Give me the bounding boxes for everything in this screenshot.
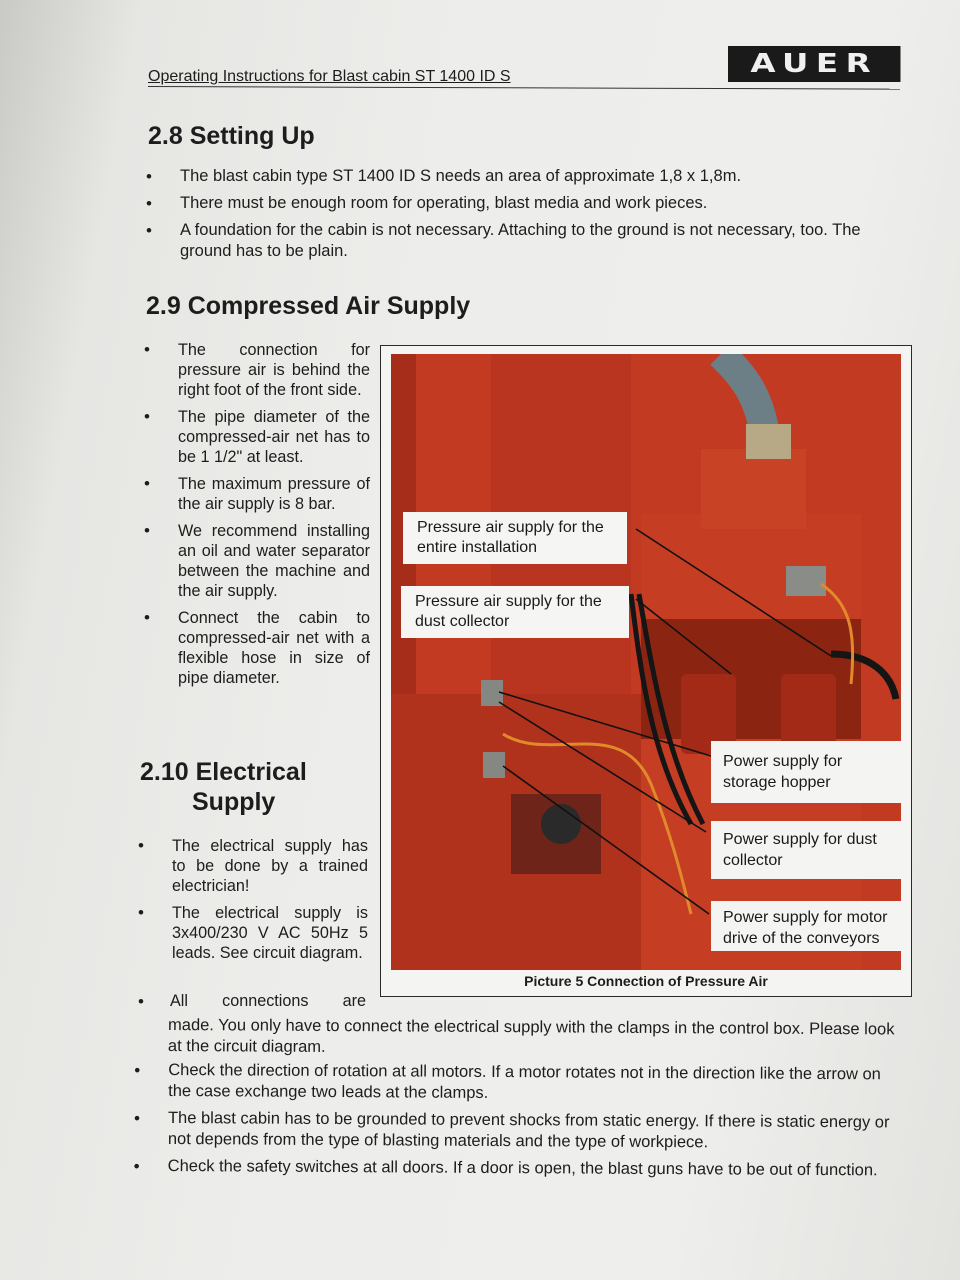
bullet-all-start: All connections are <box>170 992 366 1010</box>
list-item: • We recommend installing an oil and water separator between the machine and the air supply. <box>144 521 370 600</box>
list-item-text: There must be enough room for operating, blast media and work pieces. <box>180 194 708 212</box>
figure-caption: Picture 5 Connection of Pressure Air <box>524 973 768 989</box>
document-title: Operating Instructions for Blast cabin ST 1400 ID S <box>148 68 511 85</box>
setting-up-list <box>146 166 900 262</box>
list-item: • The electrical supply has to be done by a trained electrician! <box>138 836 368 895</box>
list-item-text: Check the safety switches at all doors. If a door is open, the blast guns have to be out of function. <box>167 1156 878 1180</box>
heading-electrical-1: 2.10 Electrical <box>140 758 307 786</box>
list-item: • The pipe diameter of the compressed-air net has to be 1 1/2" at least. <box>144 407 370 466</box>
list-item: • Check the safety switches at all doors. If a door is open, the blast guns have to be out of function. <box>133 1156 878 1180</box>
list-item: • Check the direction of rotation at all motors. If a motor rotates not in the direction like the arrow on the case exchange two leads at the clamps. <box>134 1060 881 1102</box>
list-item: • The electrical supply is 3x400/230 V AC 50Hz 5 leads. See circuit diagram. <box>138 903 368 962</box>
list-item-text: The connection for pressure air is behind the right foot of the front side. <box>178 341 370 399</box>
heading-compressed-air: 2.9 Compressed Air Supply <box>146 292 471 320</box>
compressed-air-list <box>144 340 370 688</box>
list-item-text: Check the direction of rotation at all motors. If a motor rotates not in the direction like the arrow on the case exchange two leads at the clamps. <box>168 1061 881 1102</box>
list-item: • A foundation for the cabin is not necessary. Attaching to the ground is not necessary, too. The ground has to be plain. <box>146 221 861 260</box>
list-item-text: The electrical supply has to be done by a trained electrician! <box>172 837 368 895</box>
list-item-text: We recommend installing an oil and water separator between the machine and the air supply. <box>178 522 370 600</box>
label-pressure-entire: Pressure air supply for the entire installation <box>403 512 627 564</box>
heading-setting-up: 2.8 Setting Up <box>148 122 315 150</box>
electrical-list-full <box>133 1060 901 1181</box>
auer-logo: AUER <box>728 46 901 82</box>
list-item: • The blast cabin type ST 1400 ID S needs an area of approximate 1,8 x 1,8m. <box>146 167 742 186</box>
list-item: • Connect the cabin to compressed-air net with a flexible hose in size of pipe diameter. <box>144 608 370 687</box>
list-item: • The maximum pressure of the air supply is 8 bar. <box>144 474 370 513</box>
bullet-dot: • <box>138 992 144 1011</box>
label-power-motor: Power supply for motor drive of the conveyors <box>711 901 905 951</box>
list-item: • The connection for pressure air is behind the right foot of the front side. <box>144 340 370 399</box>
list-item-text: The electrical supply is 3x400/230 V AC 50Hz 5 leads. See circuit diagram. <box>172 904 368 962</box>
list-item-text: The blast cabin type ST 1400 ID S needs an area of approximate 1,8 x 1,8m. <box>180 167 742 185</box>
list-item-text: The blast cabin has to be grounded to prevent shocks from static energy. If there is static energy or not depends from the type of blasting materials and the type of workpiece. <box>167 1109 890 1152</box>
heading-electrical-2: Supply <box>192 788 276 816</box>
label-power-dust: Power supply for dust collector <box>711 821 905 879</box>
label-pressure-dust: Pressure air supply for the dust collector <box>401 586 629 638</box>
list-item-text: The maximum pressure of the air supply is 8 bar. <box>178 475 370 513</box>
list-item-text: A foundation for the cabin is not necessary. Attaching to the ground is not necessary, too. The ground has to be plain. <box>180 221 861 260</box>
list-item-text: The pipe diameter of the compressed-air net has to be 1 1/2" at least. <box>178 408 370 466</box>
figure-picture-5 <box>380 345 912 997</box>
label-power-hopper: Power supply for storage hopper <box>711 741 905 803</box>
list-item-text: Connect the cabin to compressed-air net with a flexible hose in size of pipe diameter. <box>178 609 370 687</box>
list-item: • There must be enough room for operating, blast media and work pieces. <box>146 194 708 213</box>
list-item: • The blast cabin has to be grounded to prevent shocks from static energy. If there is static energy or not depends from the type of blasting materials and the type of workpiece. <box>133 1108 890 1152</box>
header-rule <box>148 86 900 90</box>
electrical-list-narrow <box>138 836 368 963</box>
bullet-all-rest: made. You only have to connect the electrical supply with the clamps in the control box. Please look at the circuit diagram. <box>167 1016 895 1056</box>
